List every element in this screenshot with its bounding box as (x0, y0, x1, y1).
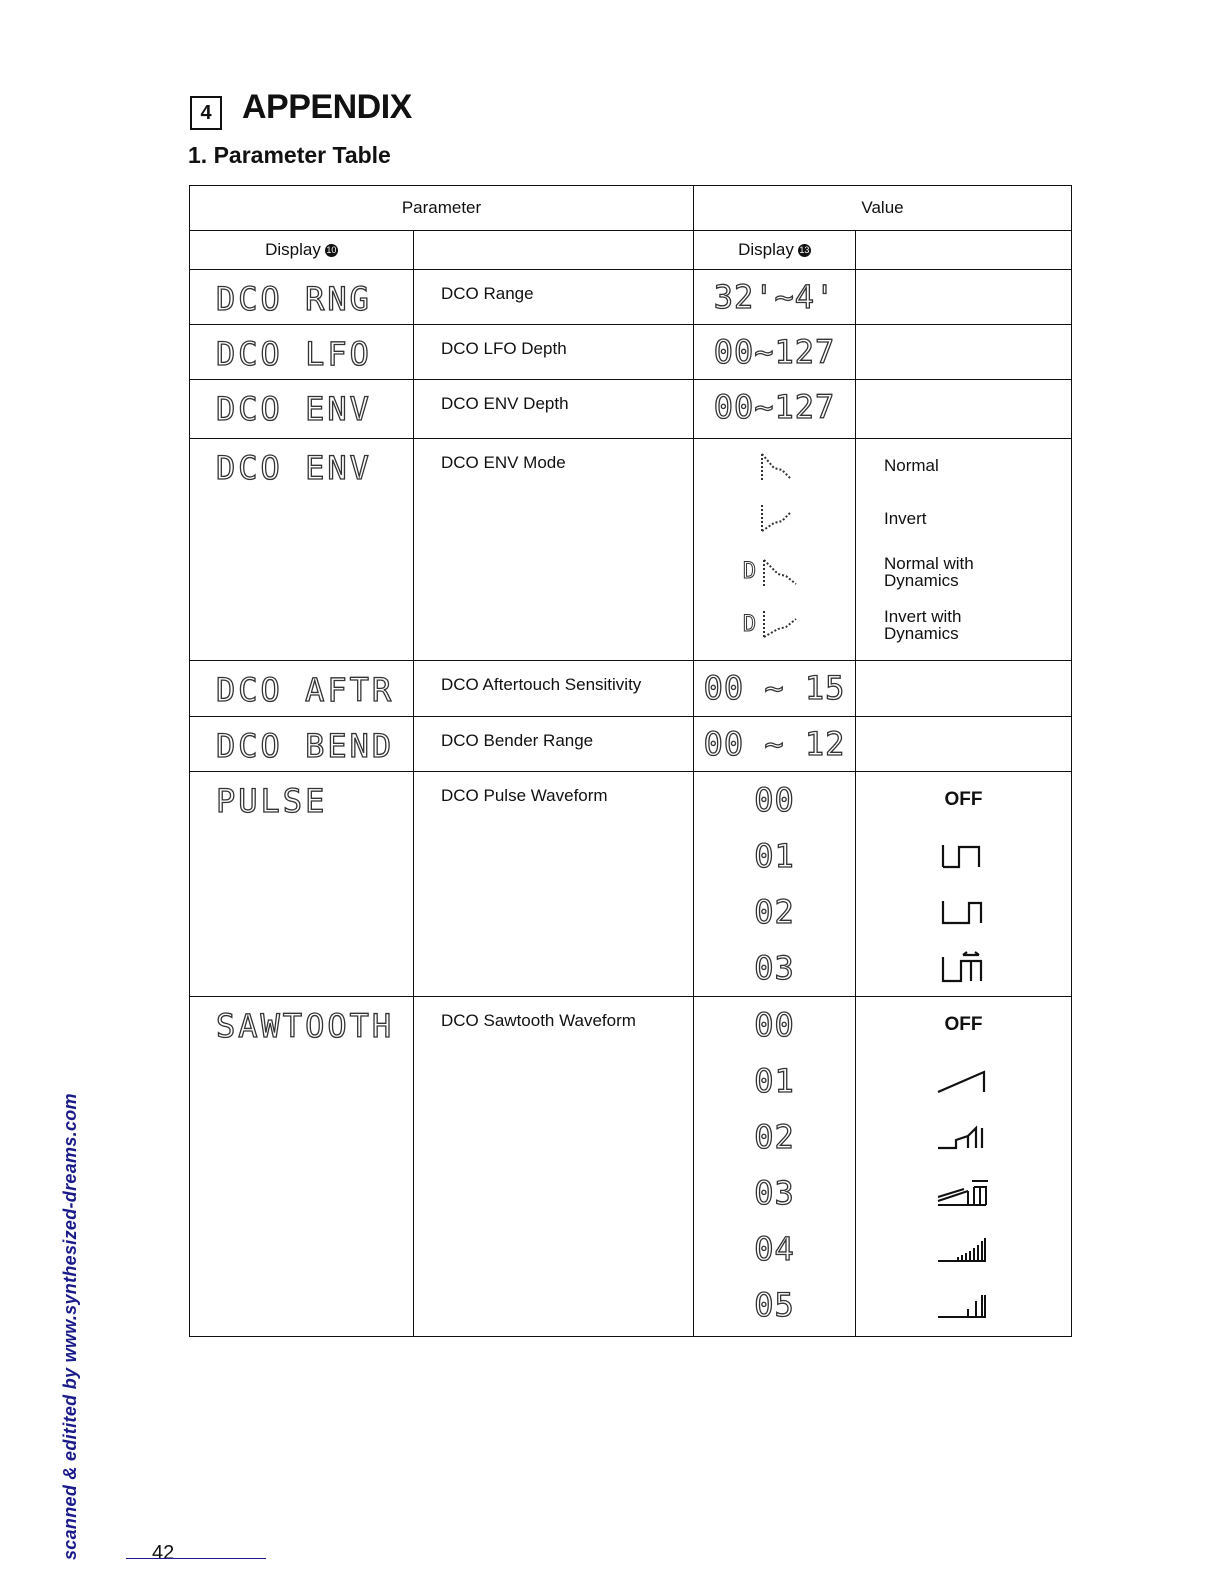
subheader-display-right-label: Display (738, 240, 794, 259)
value-display: 00 ~ 15 (703, 669, 846, 707)
saw-icon (934, 1066, 994, 1096)
saw-comb-sparse-icon (934, 1289, 994, 1321)
option-display: 00 (754, 781, 795, 819)
env-normal-dyn-icon (756, 552, 806, 592)
table-row (190, 325, 1072, 380)
scan-credit-text: scanned & editited by www.synthesized-dreams.com (60, 1093, 80, 1560)
subheader-display-left-label: Display (265, 240, 321, 259)
env-mode-display (694, 439, 855, 492)
option-off-label: OFF (944, 789, 983, 810)
parameter-table (189, 185, 1072, 1337)
env-mode-label: Invert with Dynamics (884, 606, 962, 643)
param-name: DCO Pulse Waveform (414, 772, 694, 997)
env-invert-dyn-icon (756, 605, 806, 645)
option-display: 01 (754, 1062, 795, 1100)
table-row (190, 270, 1072, 325)
param-name: DCO Sawtooth Waveform (414, 997, 694, 1337)
header-value: Value (694, 186, 1072, 231)
env-mode-display (694, 545, 855, 598)
option-display: 03 (754, 949, 795, 987)
param-display: DCO LFO (216, 335, 372, 373)
param-name: DCO Range (414, 270, 694, 325)
saw-pwm-icon (934, 1177, 994, 1209)
pulse-square-icon (939, 841, 989, 871)
value-note (856, 270, 1072, 325)
env-mode-display (694, 598, 855, 651)
value-note (856, 717, 1072, 772)
param-name: DCO Bender Range (414, 717, 694, 772)
section-number-box: 4 (190, 96, 222, 130)
env-dynamics-d: D (742, 612, 757, 637)
param-name: DCO ENV Depth (414, 380, 694, 439)
value-display: 00 ~ 12 (703, 725, 846, 763)
param-display: SAWTOOTH (216, 1007, 395, 1045)
option-display: 02 (754, 1118, 795, 1156)
page-number: 42 (152, 1542, 175, 1564)
saw-comb-dense-icon (934, 1233, 994, 1265)
value-note (856, 661, 1072, 717)
marker-10-icon: 10 (326, 245, 337, 256)
table-row (190, 772, 1072, 997)
pulse-pwm-icon (939, 951, 989, 985)
table-row (190, 997, 1072, 1337)
option-display: 02 (754, 893, 795, 931)
subheader-blank-left (414, 231, 694, 270)
env-mode-label: Invert (884, 509, 927, 528)
option-display: 05 (754, 1286, 795, 1324)
subheader-display-right (694, 231, 856, 270)
env-invert-icon (750, 499, 800, 539)
env-dynamics-d: D (742, 559, 757, 584)
param-name: DCO Aftertouch Sensitivity (414, 661, 694, 717)
param-display: DCO AFTR (216, 671, 395, 709)
value-display: 00~127 (713, 388, 836, 426)
value-note (856, 380, 1072, 439)
saw-pulse-icon (934, 1122, 994, 1152)
table-row (190, 380, 1072, 439)
option-display: 00 (754, 1006, 795, 1044)
option-display: 03 (754, 1174, 795, 1212)
env-mode-label: Normal with Dynamics (884, 553, 974, 590)
subheader-blank-right (856, 231, 1072, 270)
param-display: DCO BEND (216, 727, 395, 765)
marker-13-icon: 13 (799, 245, 810, 256)
option-off-label: OFF (944, 1014, 983, 1035)
option-display: 04 (754, 1230, 795, 1268)
table-row (190, 439, 1072, 661)
table-row (190, 717, 1072, 772)
param-name: DCO ENV Mode (414, 439, 694, 661)
page-number-rule (126, 1558, 266, 1559)
value-display: 00~127 (713, 333, 836, 371)
param-display: DCO ENV (216, 449, 372, 487)
subsection-title: 1. Parameter Table (188, 142, 391, 168)
value-note (856, 325, 1072, 380)
env-mode-label: Normal (884, 456, 939, 475)
table-row (190, 661, 1072, 717)
header-parameter: Parameter (190, 186, 694, 231)
env-mode-display (694, 492, 855, 545)
section-title: APPENDIX (242, 88, 412, 126)
option-display: 01 (754, 837, 795, 875)
param-name: DCO LFO Depth (414, 325, 694, 380)
param-display: DCO RNG (216, 280, 372, 318)
value-display: 32'~4' (713, 278, 836, 316)
param-display: PULSE (216, 782, 328, 820)
pulse-narrow-icon (939, 897, 989, 927)
subheader-display-left (190, 231, 414, 270)
param-display: DCO ENV (216, 390, 372, 428)
env-normal-icon (750, 446, 800, 486)
